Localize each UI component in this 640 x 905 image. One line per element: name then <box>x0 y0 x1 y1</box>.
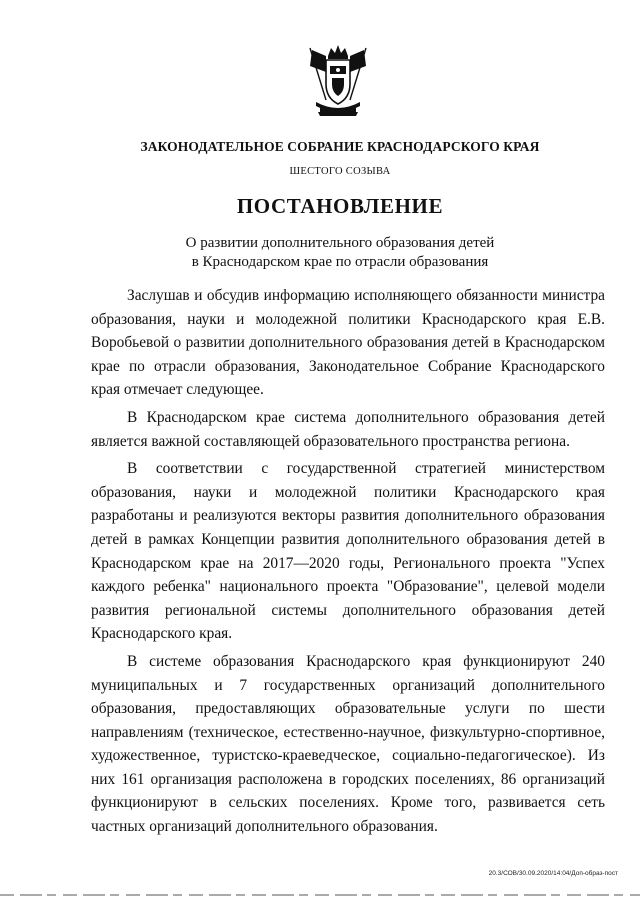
document-subject <box>0 234 640 272</box>
organization-title: ЗАКОНОДАТЕЛЬНОЕ СОБРАНИЕ КРАСНОДАРСКОГО КРАЯ <box>140 139 540 154</box>
body-paragraph: В соответствии с государственной стратегией министерством образования, науки и молодежной политики Краснодарского края разработаны и реализуются векторы развития дополнительного образования детей в рамках Концепции развития дополнительного образования детей в Краснодарском крае на 2017—2020 годы, Регионального проекта "Успех каждого ребенка" национального проекта "Образование", целевой модели развития региональной системы дополнительного образования детей Краснодарского края. <box>91 460 605 643</box>
document-body <box>91 284 605 839</box>
convocation-label: ШЕСТОГО СОЗЫВА <box>289 166 391 177</box>
page-edge-divider <box>0 892 640 898</box>
body-paragraph: В Краснодарском крае система дополнительного образования детей является важной составляющей образовательного пространства региона. <box>91 408 605 450</box>
subject-line: в Краснодарском крае по отрасли образования <box>191 254 489 270</box>
body-paragraph: Заслушав и обсудив информацию исполняющего обязанности министра образования, науки и молодежной политики Краснодарского края Е.В. Воробьевой о развитии дополнительного образования детей в Краснодарском крае по отрасли образования, Законодательное Собрание Краснодарского края отмечает следующее. <box>91 287 605 399</box>
document-code: 20.3/СОВ/30.09.2020/14:04/Доп-образ-пост <box>488 870 618 877</box>
coat-of-arms-icon <box>306 40 370 120</box>
subject-line: О развитии дополнительного образования детей <box>185 235 495 251</box>
document-type-heading: ПОСТАНОВЛЕНИЕ <box>236 194 444 218</box>
body-paragraph: В системе образования Краснодарского края функционируют 240 муниципальных и 7 государственных организаций дополнительного образования, предоставляющих образовательные услуги по шести направлениям (техническое, естественно-научное, физкультурно-спортивное, художественное, туристско-краеведческое, социально-педагогическое). Из них 161 организация расположена в городских поселениях, 86 организаций функционируют в сельских поселениях. Кроме того, развивается сеть частных организаций дополнительного образования. <box>91 652 605 836</box>
